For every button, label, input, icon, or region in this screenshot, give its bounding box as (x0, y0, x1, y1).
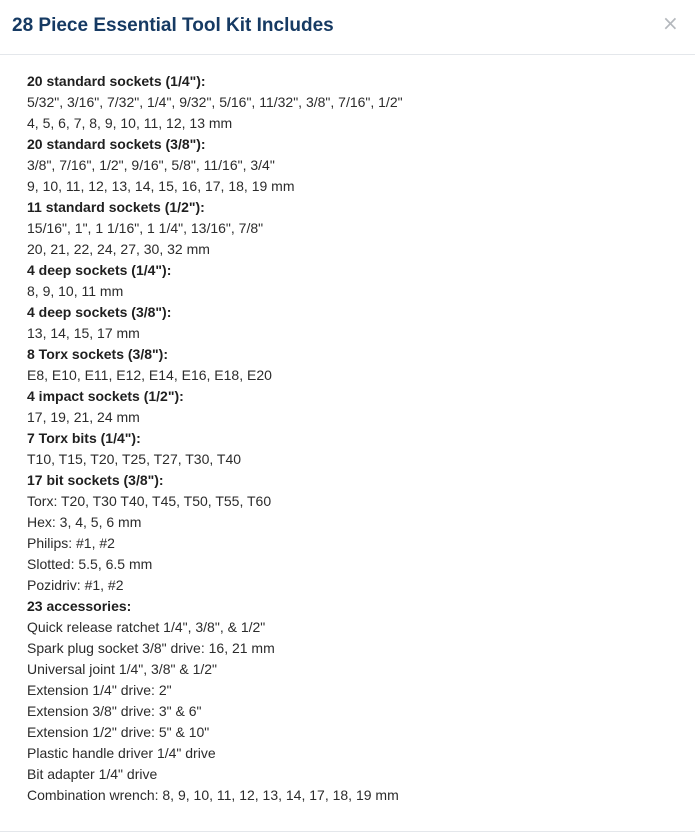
list-item: Extension 1/4" drive: 2" (27, 682, 172, 698)
list-item: Quick release ratchet 1/4", 3/8", & 1/2" (27, 619, 266, 635)
list-item: 20, 21, 22, 24, 27, 30, 32 mm (27, 241, 210, 257)
list-item: 13, 14, 15, 17 mm (27, 325, 140, 341)
list-item: 5/32", 3/16", 7/32", 1/4", 9/32", 5/16", 11/32", 3/8", 7/16", 1/2" (27, 94, 403, 110)
list-item: 9, 10, 11, 12, 13, 14, 15, 16, 17, 18, 19 mm (27, 178, 295, 194)
section-heading: 17 bit sockets (3/8"): (27, 472, 164, 488)
section-heading: 11 standard sockets (1/2"): (27, 199, 205, 215)
list-item: T10, T15, T20, T25, T27, T30, T40 (27, 451, 242, 467)
close-icon[interactable]: × (662, 11, 679, 35)
section-heading: 20 standard sockets (1/4"): (27, 73, 206, 89)
list-item: 15/16", 1", 1 1/16", 1 1/4", 13/16", 7/8" (27, 220, 264, 236)
list-item: Spark plug socket 3/8" drive: 16, 21 mm (27, 640, 275, 656)
list-item: 3/8", 7/16", 1/2", 9/16", 5/8", 11/16", 3/4" (27, 157, 275, 173)
list-item: Pozidriv: #1, #2 (27, 577, 124, 593)
list-item: Universal joint 1/4", 3/8" & 1/2" (27, 661, 218, 677)
section-heading: 23 accessories: (27, 598, 132, 614)
list-item: Extension 1/2" drive: 5" & 10" (27, 724, 210, 740)
list-item: 4, 5, 6, 7, 8, 9, 10, 11, 12, 13 mm (27, 115, 233, 131)
list-item: Philips: #1, #2 (27, 535, 115, 551)
list-item: Bit adapter 1/4" drive (27, 766, 158, 782)
section-heading: 4 impact sockets (1/2"): (27, 388, 184, 404)
list-item: 17, 19, 21, 24 mm (27, 409, 140, 425)
section-heading: 4 deep sockets (1/4"): (27, 262, 172, 278)
list-item: Combination wrench: 8, 9, 10, 11, 12, 13, 14, 17, 18, 19 mm (27, 787, 399, 803)
section-heading: 4 deep sockets (3/8"): (27, 304, 172, 320)
list-item: Plastic handle driver 1/4" drive (27, 745, 216, 761)
modal-footer-divider (0, 831, 695, 832)
section-heading: 20 standard sockets (3/8"): (27, 136, 206, 152)
list-item: Hex: 3, 4, 5, 6 mm (27, 514, 142, 530)
list-item: Slotted: 5.5, 6.5 mm (27, 556, 153, 572)
section-heading: 7 Torx bits (1/4"): (27, 430, 141, 446)
list-item: 8, 9, 10, 11 mm (27, 283, 124, 299)
modal-header (0, 0, 695, 55)
list-item: Extension 3/8" drive: 3" & 6" (27, 703, 202, 719)
section-heading: 8 Torx sockets (3/8"): (27, 346, 168, 362)
modal-title: 28 Piece Essential Tool Kit Includes (12, 15, 334, 36)
list-item: Torx: T20, T30 T40, T45, T50, T55, T60 (27, 493, 272, 509)
kit-contents-list (27, 71, 675, 806)
list-item: E8, E10, E11, E12, E14, E16, E18, E20 (27, 367, 272, 383)
